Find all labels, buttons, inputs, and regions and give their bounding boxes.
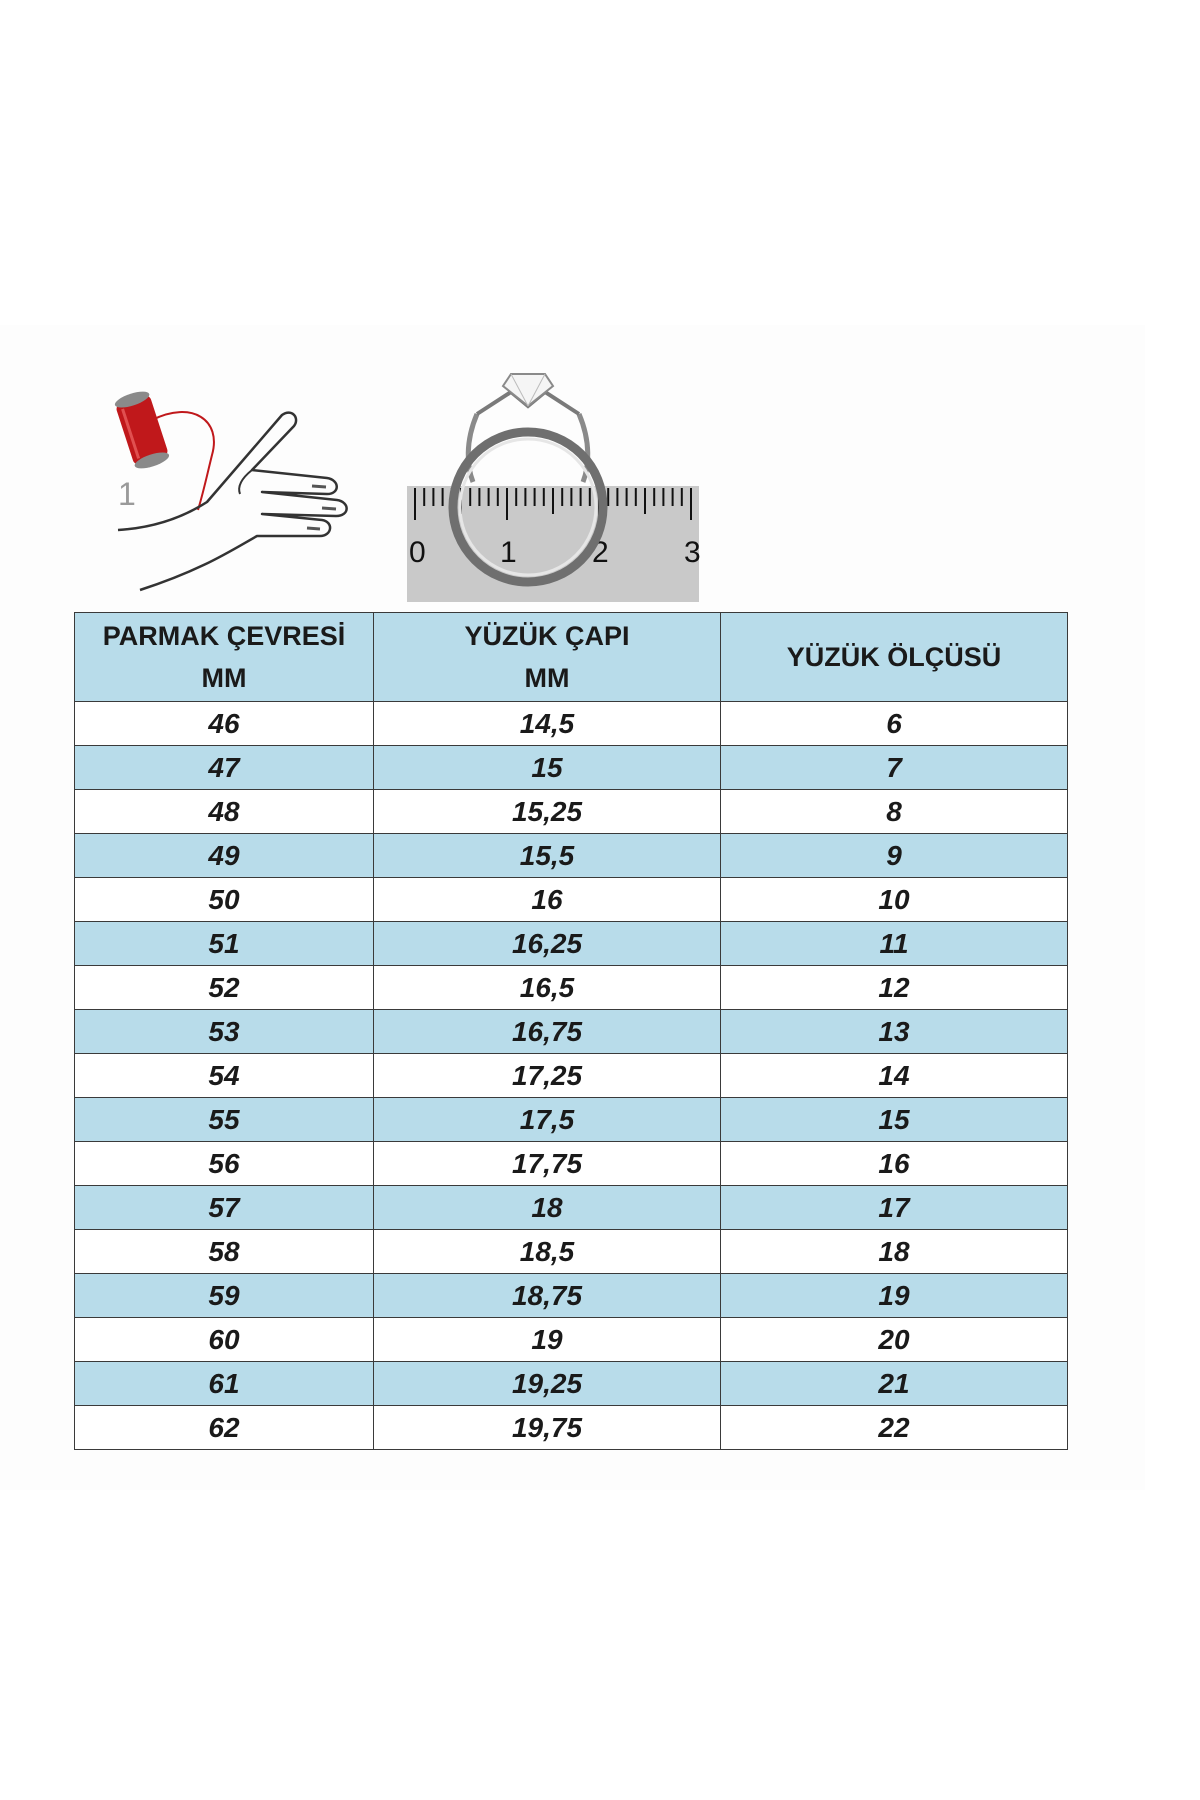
cell-ring-diameter: 19 [374, 1318, 721, 1362]
cell-finger-circumference: 51 [75, 922, 374, 966]
table-row [75, 966, 1068, 1010]
cell-ring-size: 22 [721, 1406, 1068, 1450]
ruler-label-3: 3 [684, 536, 701, 569]
cell-ring-size: 15 [721, 1098, 1068, 1142]
cell-ring-diameter: 17,5 [374, 1098, 721, 1142]
table-row [75, 1274, 1068, 1318]
cell-ring-size: 12 [721, 966, 1068, 1010]
table-body [75, 702, 1068, 1450]
cell-finger-circumference: 54 [75, 1054, 374, 1098]
table-row [75, 1010, 1068, 1054]
cell-finger-circumference: 59 [75, 1274, 374, 1318]
cell-ring-size: 10 [721, 878, 1068, 922]
cell-ring-size: 18 [721, 1230, 1068, 1274]
cell-finger-circumference: 47 [75, 746, 374, 790]
header-ring-diameter [374, 613, 721, 702]
cell-finger-circumference: 46 [75, 702, 374, 746]
cell-ring-diameter: 14,5 [374, 702, 721, 746]
cell-ring-size: 11 [721, 922, 1068, 966]
thread-spool-icon [113, 388, 171, 471]
cell-finger-circumference: 62 [75, 1406, 374, 1450]
header-line: PARMAK ÇEVRESİ [102, 621, 346, 651]
cell-ring-diameter: 15,25 [374, 790, 721, 834]
cell-finger-circumference: 61 [75, 1362, 374, 1406]
cell-ring-diameter: 19,25 [374, 1362, 721, 1406]
cell-ring-size: 8 [721, 790, 1068, 834]
cell-finger-circumference: 58 [75, 1230, 374, 1274]
cell-finger-circumference: 57 [75, 1186, 374, 1230]
table-row [75, 834, 1068, 878]
table-row [75, 1406, 1068, 1450]
table-row [75, 878, 1068, 922]
cell-finger-circumference: 50 [75, 878, 374, 922]
table-row [75, 1318, 1068, 1362]
cell-finger-circumference: 52 [75, 966, 374, 1010]
cell-ring-size: 9 [721, 834, 1068, 878]
table-row [75, 790, 1068, 834]
cell-ring-diameter: 16,75 [374, 1010, 721, 1054]
cell-ring-diameter: 18 [374, 1186, 721, 1230]
table-row [75, 1142, 1068, 1186]
cell-ring-diameter: 17,75 [374, 1142, 721, 1186]
table-row [75, 1098, 1068, 1142]
cell-ring-diameter: 15,5 [374, 834, 721, 878]
table-row [75, 922, 1068, 966]
cell-finger-circumference: 60 [75, 1318, 374, 1362]
cell-finger-circumference: 56 [75, 1142, 374, 1186]
cell-ring-size: 16 [721, 1142, 1068, 1186]
cell-ring-diameter: 17,25 [374, 1054, 721, 1098]
cell-ring-diameter: 16,25 [374, 922, 721, 966]
cell-ring-size: 13 [721, 1010, 1068, 1054]
step-number: 1 [118, 476, 136, 512]
header-finger-circumference [75, 613, 374, 702]
ring-ruler-illustration [407, 362, 699, 602]
cell-ring-size: 6 [721, 702, 1068, 746]
cell-finger-circumference: 53 [75, 1010, 374, 1054]
table-row [75, 1362, 1068, 1406]
table-row [75, 1054, 1068, 1098]
cell-ring-diameter: 19,75 [374, 1406, 721, 1450]
table-row [75, 746, 1068, 790]
cell-ring-size: 20 [721, 1318, 1068, 1362]
cell-finger-circumference: 55 [75, 1098, 374, 1142]
finger-measure-illustration [112, 390, 357, 590]
table-row [75, 1230, 1068, 1274]
cell-ring-size: 19 [721, 1274, 1068, 1318]
cell-finger-circumference: 48 [75, 790, 374, 834]
ruler-label-2: 2 [592, 536, 609, 569]
cell-ring-diameter: 18,75 [374, 1274, 721, 1318]
table-row [75, 702, 1068, 746]
table-header-row [75, 613, 1068, 702]
table-row [75, 1186, 1068, 1230]
header-line: MM [524, 663, 570, 693]
cell-ring-size: 21 [721, 1362, 1068, 1406]
header-line: YÜZÜK ÇAPI [464, 621, 630, 651]
cell-ring-diameter: 16,5 [374, 966, 721, 1010]
cell-ring-size: 7 [721, 746, 1068, 790]
cell-ring-size: 14 [721, 1054, 1068, 1098]
ring-size-table [74, 612, 1068, 1450]
cell-ring-diameter: 15 [374, 746, 721, 790]
cell-finger-circumference: 49 [75, 834, 374, 878]
header-line: MM [201, 663, 247, 693]
header-ring-size [721, 613, 1068, 702]
ruler-label-0: 0 [409, 536, 426, 569]
ruler-label-1: 1 [500, 536, 517, 569]
cell-ring-diameter: 16 [374, 878, 721, 922]
cell-ring-size: 17 [721, 1186, 1068, 1230]
cell-ring-diameter: 18,5 [374, 1230, 721, 1274]
header-line: YÜZÜK ÖLÇÜSÜ [786, 642, 1002, 672]
